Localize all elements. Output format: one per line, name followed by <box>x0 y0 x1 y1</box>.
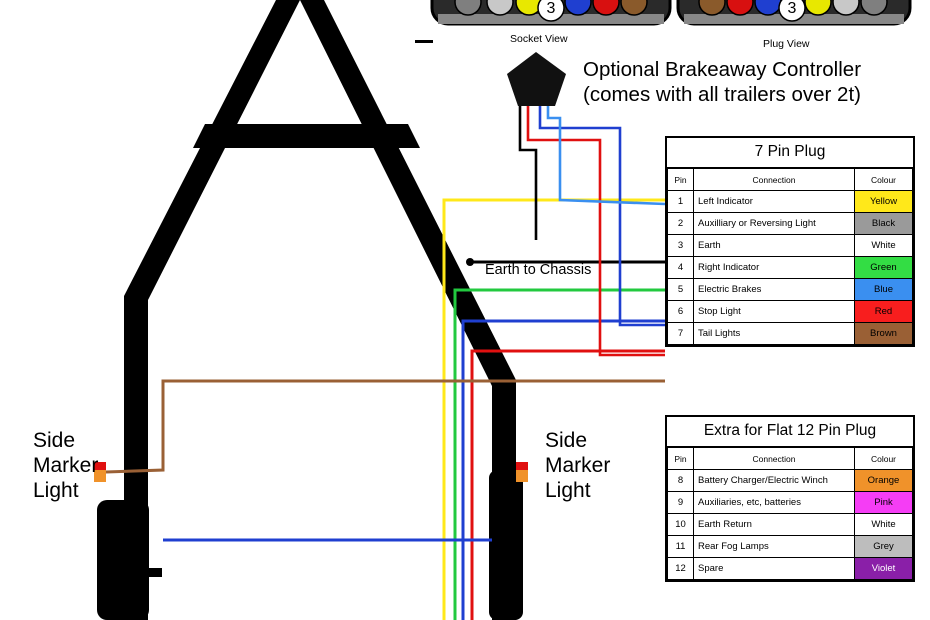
cell-colour: Black <box>855 213 913 235</box>
twelve-pin-plug-table <box>665 415 915 582</box>
cell-pin: 10 <box>668 514 694 536</box>
cell-colour: Violet <box>855 558 913 580</box>
header-connection: Connection <box>694 169 855 191</box>
side-marker-left-line-3: Light <box>33 479 79 502</box>
cell-colour: Red <box>855 301 913 323</box>
socket-view-connector <box>432 0 670 24</box>
cell-pin: 6 <box>668 301 694 323</box>
cell-pin: 9 <box>668 492 694 514</box>
table-row <box>668 536 913 558</box>
earth-to-chassis-label: Earth to Chassis <box>485 262 592 278</box>
twelve-pin-table-title: Extra for Flat 12 Pin Plug <box>667 417 913 447</box>
side-marker-right-line-1: Side <box>545 429 588 452</box>
cell-pin: 5 <box>668 279 694 301</box>
cell-connection: Earth <box>694 235 855 257</box>
table-row <box>668 257 913 279</box>
side-marker-left-label <box>33 428 98 503</box>
side-marker-right-label <box>545 428 610 503</box>
header-colour: Colour <box>855 448 913 470</box>
brakeaway-controller-label <box>583 57 923 107</box>
table-row <box>668 323 913 345</box>
table-row <box>668 301 913 323</box>
cell-pin: 4 <box>668 257 694 279</box>
plug-view-label: Plug View <box>763 38 810 50</box>
cell-connection: Rear Fog Lamps <box>694 536 855 558</box>
brakeaway-line-2: (comes with all trailers over 2t) <box>583 83 861 106</box>
svg-text:3: 3 <box>546 0 556 17</box>
cell-colour: Brown <box>855 323 913 345</box>
seven-pin-plug-table <box>665 136 915 347</box>
cell-connection: Right Indicator <box>694 257 855 279</box>
plug-view-connector <box>678 0 910 24</box>
side-marker-right-line-2: Marker <box>545 454 611 477</box>
cell-pin: 12 <box>668 558 694 580</box>
side-marker-left-line-2: Marker <box>33 454 99 477</box>
table-row <box>668 470 913 492</box>
cell-connection: Earth Return <box>694 514 855 536</box>
header-colour: Colour <box>855 169 913 191</box>
cell-pin: 8 <box>668 470 694 492</box>
side-marker-left-line-1: Side <box>33 429 76 452</box>
cell-colour: Grey <box>855 536 913 558</box>
table-header-row <box>668 448 913 470</box>
side-marker-right-line-3: Light <box>545 479 591 502</box>
header-pin: Pin <box>668 448 694 470</box>
header-connection: Connection <box>694 448 855 470</box>
cell-pin: 7 <box>668 323 694 345</box>
cell-pin: 11 <box>668 536 694 558</box>
cell-colour: Yellow <box>855 191 913 213</box>
cell-connection: Left Indicator <box>694 191 855 213</box>
cell-colour: White <box>855 514 913 536</box>
cell-connection: Auxiliaries, etc, batteries <box>694 492 855 514</box>
cell-colour: White <box>855 235 913 257</box>
cell-connection: Battery Charger/Electric Winch <box>694 470 855 492</box>
cell-connection: Tail Lights <box>694 323 855 345</box>
table-row <box>668 191 913 213</box>
cell-pin: 3 <box>668 235 694 257</box>
table-header-row <box>668 169 913 191</box>
table-row <box>668 514 913 536</box>
cell-colour: Green <box>855 257 913 279</box>
brakeaway-line-1: Optional Brakeaway Controller <box>583 58 862 81</box>
table-row <box>668 213 913 235</box>
socket-view-label: Socket View <box>510 33 568 45</box>
seven-pin-table-title: 7 Pin Plug <box>667 138 913 168</box>
cell-connection: Spare <box>694 558 855 580</box>
cell-pin: 1 <box>668 191 694 213</box>
cell-connection: Electric Brakes <box>694 279 855 301</box>
table-row <box>668 558 913 580</box>
cell-colour: Orange <box>855 470 913 492</box>
cell-pin: 2 <box>668 213 694 235</box>
cell-connection: Auxilliary or Reversing Light <box>694 213 855 235</box>
cell-colour: Pink <box>855 492 913 514</box>
cell-colour: Blue <box>855 279 913 301</box>
table-row <box>668 279 913 301</box>
table-row <box>668 235 913 257</box>
cell-connection: Stop Light <box>694 301 855 323</box>
svg-text:3: 3 <box>787 0 797 17</box>
header-pin: Pin <box>668 169 694 191</box>
table-row <box>668 492 913 514</box>
